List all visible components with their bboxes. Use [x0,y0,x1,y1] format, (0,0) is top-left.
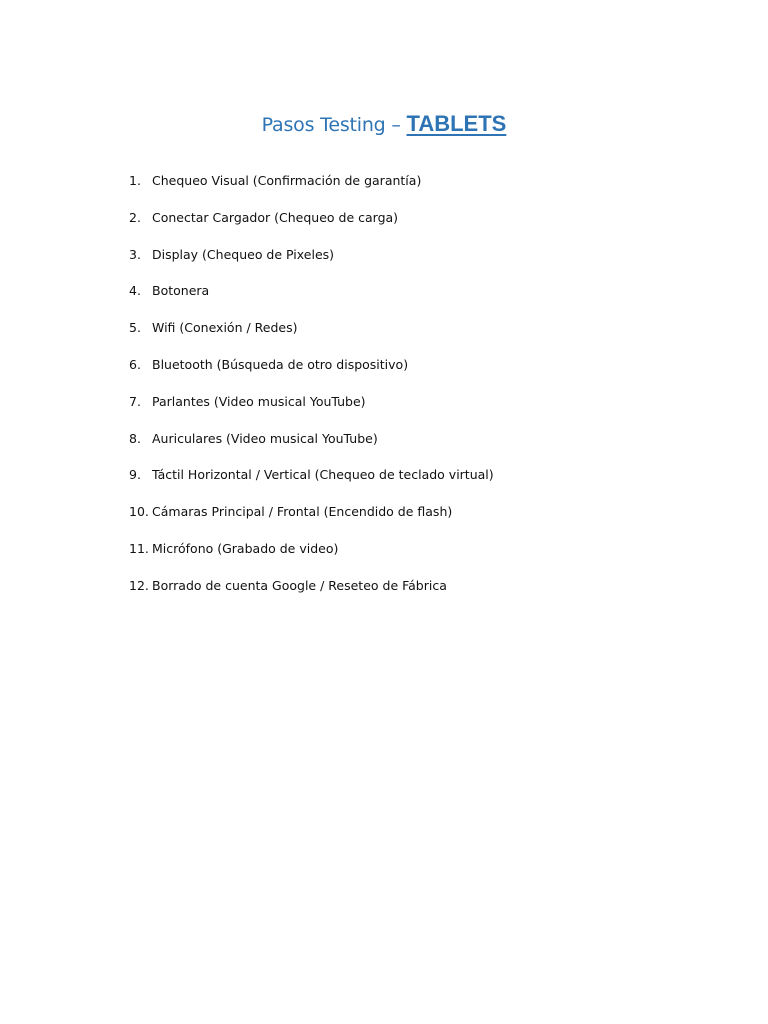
step-text: Auriculares (Video musical YouTube) [152,430,378,446]
step-text: Display (Chequeo de Pixeles) [152,246,335,262]
step-item [0,244,768,281]
document-title [0,108,768,141]
step-number: 11. [129,540,149,556]
step-item [0,501,768,538]
step-number: 2. [129,209,141,225]
title-emphasis: TABLETS [406,111,507,136]
step-item [0,280,768,317]
step-text: Conectar Cargador (Chequeo de carga) [152,209,399,225]
step-text: Chequeo Visual (Confirmación de garantía) [152,173,422,188]
step-text: Parlantes (Video musical YouTube) [152,393,366,409]
step-text: Cámaras Principal / Frontal (Encendido de flash) [152,504,453,520]
step-number: 4. [129,283,141,299]
step-number: 12. [129,577,149,593]
step-text: Bluetooth (Búsqueda de otro dispositivo) [152,356,409,372]
step-text: Wifi (Conexión / Redes) [152,320,298,336]
step-text: Botonera [152,283,210,299]
steps-list [0,170,768,612]
step-item [0,317,768,354]
step-text: Táctil Horizontal / Vertical (Chequeo de teclado virtual) [152,467,494,483]
title-prefix: Pasos Testing – [261,114,407,136]
step-item [0,538,768,575]
step-number: 10. [129,504,149,520]
step-number: 5. [129,320,141,336]
step-number: 1. [129,173,141,188]
step-number: 6. [129,356,141,372]
step-item [0,428,768,465]
step-item [0,170,768,207]
step-item [0,207,768,244]
step-item [0,575,768,612]
step-text: Micrófono (Grabado de video) [152,540,339,556]
step-number: 7. [129,393,141,409]
step-item [0,464,768,501]
step-item [0,354,768,391]
step-number: 9. [129,467,141,483]
step-number: 8. [129,430,141,446]
step-number: 3. [129,246,141,262]
step-text: Borrado de cuenta Google / Reseteo de Fábrica [152,577,447,593]
step-item [0,391,768,428]
